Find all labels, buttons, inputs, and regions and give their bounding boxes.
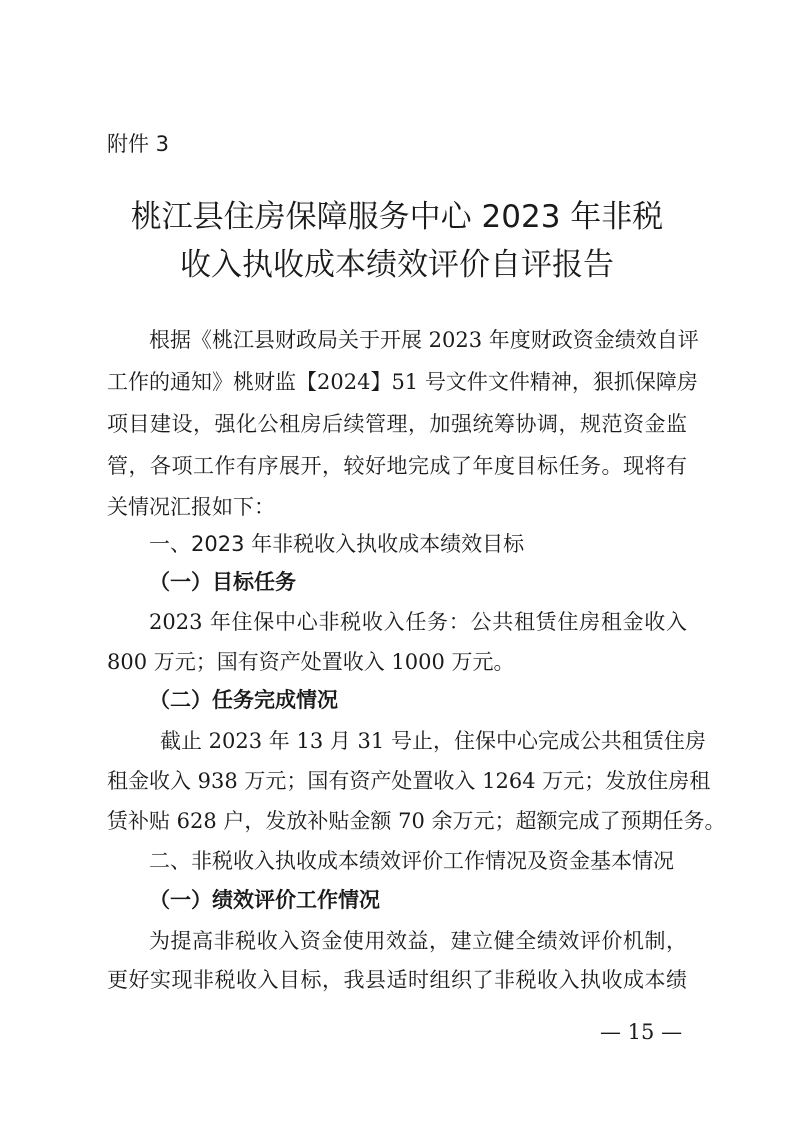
- intro-line-4: 管，各项工作有序展开，较好地完成了年度目标任务。现将有: [107, 454, 687, 478]
- report-title-line-1: 桃江县住房保障服务中心 2023 年非税: [130, 199, 664, 235]
- section-1-heading: 一、2023 年非税收入执收成本绩效目标: [149, 532, 525, 556]
- section-1-sub-2-line-1: 截止 2023 年 13 月 31 号止，住保中心完成公共租赁住房: [160, 729, 706, 753]
- section-1-sub-2-heading: （二）任务完成情况: [149, 688, 338, 712]
- section-1-sub-1-line-1: 2023 年住保中心非税收入任务：公共租赁住房租金收入: [149, 610, 687, 634]
- section-1-sub-2-line-3: 赁补贴 628 户，发放补贴金额 70 余万元；超额完成了预期任务。: [107, 809, 726, 833]
- section-1-sub-1-line-2: 800 万元；国有资产处置收入 1000 万元。: [107, 650, 515, 674]
- attachment-label: 附件 3: [107, 132, 170, 156]
- section-2-sub-1-line-1: 为提高非税收入资金使用效益，建立健全绩效评价机制，: [149, 929, 687, 953]
- intro-line-1: 根据《桃江县财政局关于开展 2023 年度财政资金绩效自评: [149, 328, 699, 352]
- page-number: — 15 —: [600, 1020, 683, 1044]
- intro-line-3: 项目建设，强化公租房后续管理，加强统筹协调，规范资金监: [107, 412, 687, 436]
- section-1-sub-1-heading: （一）目标任务: [149, 570, 296, 594]
- report-title-line-2: 收入执收成本绩效评价自评报告: [180, 247, 614, 283]
- section-2-sub-1-line-2: 更好实现非税收入目标，我县适时组织了非税收入执收成本绩: [107, 968, 687, 992]
- intro-line-2: 工作的通知》桃财监【2024】51 号文件文件精神，狠抓保障房: [107, 370, 698, 394]
- intro-line-5: 关情况汇报如下：: [107, 495, 275, 519]
- section-2-sub-1-heading: （一）绩效评价工作情况: [149, 888, 380, 912]
- section-2-heading: 二、非税收入执收成本绩效评价工作情况及资金基本情况: [149, 849, 674, 873]
- section-1-sub-2-line-2: 租金收入 938 万元；国有资产处置收入 1264 万元；发放住房租: [107, 769, 711, 793]
